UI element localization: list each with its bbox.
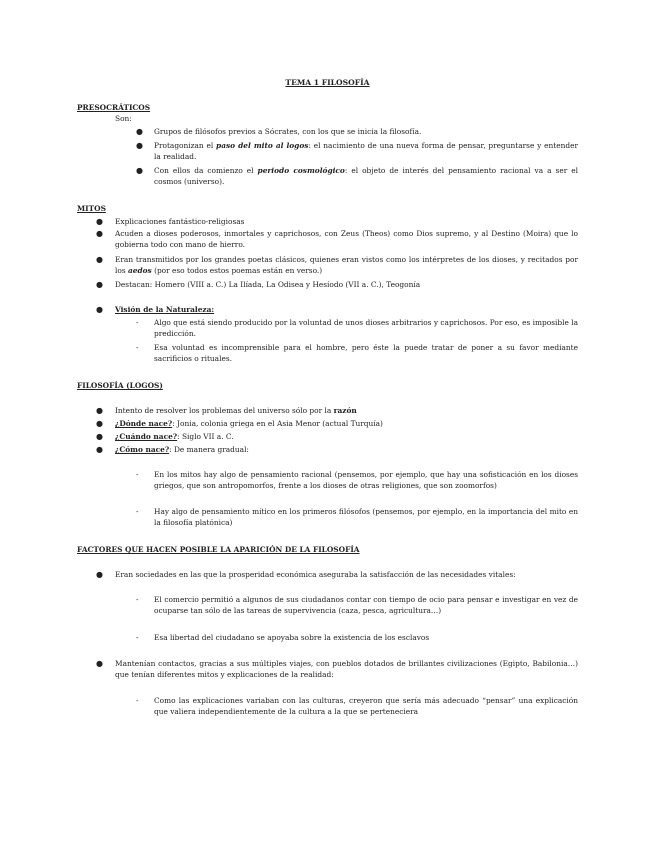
presocraticos-item-3: Con ellos da comienzo el periodo cosmológico: el objeto de interés del pensamiento racional va a ser el cosmos (universo). xyxy=(154,166,578,187)
bullet-icon: ● xyxy=(96,406,103,415)
dash-marker: - xyxy=(136,343,139,352)
bullet-icon: ● xyxy=(96,570,103,579)
filosofia-dash-1: En los mitos hay algo de pensamiento racional (pensemos, por ejemplo, que hay una sofisticación en los dioses griegos, que son antropomorfos, frente a los dioses de otras religiones, que son zoomorfos) xyxy=(154,470,578,491)
factores-dash-1: El comercio permitió a algunos de sus ciudadanos contar con tiempo de ocio para pensar e investigar en vez de ocuparse tan sólo de las tareas de supervivencia (caza, pesca, agricultura…) xyxy=(154,595,578,616)
filosofia-item-1: Intento de resolver los problemas del universo sólo por la razón xyxy=(115,406,357,415)
bullet-icon: ● xyxy=(136,127,143,136)
dash-marker: - xyxy=(136,696,139,705)
factores-item-2: Mantenían contactos, gracias a sus múltiples viajes, con pueblos dotados de brillantes civilizaciones (Egipto, Babilonia…) que tenían diferentes mitos y explicaciones de la realidad: xyxy=(115,659,578,680)
mitos-vision-2: Esa voluntad es incomprensible para el hombre, pero éste la puede tratar de poner a su favor mediante sacrificios o rituales. xyxy=(154,343,578,364)
bullet-icon: ● xyxy=(136,166,143,175)
bullet-icon: ● xyxy=(136,141,143,150)
presocraticos-item-2: Protagonizan el paso del mito al logos: el nacimiento de una nueva forma de pensar, preguntarse y entender la realidad. xyxy=(154,141,578,162)
dash-marker: - xyxy=(136,470,139,479)
bullet-icon: ● xyxy=(96,305,103,314)
filosofia-dash-2: Hay algo de pensamiento mítico en los primeros filósofos (pensemos, por ejemplo, en la importancia del mito en la filosofía platónica) xyxy=(154,507,578,528)
presocraticos-item-1: Grupos de filósofos previos a Sócrates, con los que se inicia la filosofía. xyxy=(154,127,422,136)
bullet-icon: ● xyxy=(96,280,103,289)
filosofia-item-4: ¿Cómo nace?: De manera gradual: xyxy=(115,445,249,454)
bullet-icon: ● xyxy=(96,217,103,226)
bullet-icon: ● xyxy=(96,445,103,454)
dash-marker: - xyxy=(136,633,139,642)
bullet-icon: ● xyxy=(96,659,103,668)
filosofia-item-3: ¿Cuándo nace?: Siglo VII a. C. xyxy=(115,432,234,441)
mitos-item-2: Acuden a dioses poderosos, inmortales y caprichosos, con Zeus (Theos) como Dios supremo, y al Destino (Moira) que lo gobierna todo con mano de hierro. xyxy=(115,229,578,250)
bullet-icon: ● xyxy=(96,432,103,441)
bullet-icon: ● xyxy=(96,419,103,428)
mitos-vision-1: Algo que está siendo producido por la voluntad de unos dioses arbitrarios y caprichosos. Por eso, es imposible la predicción. xyxy=(154,318,578,339)
page-title: TEMA 1 FILOSOFÍA xyxy=(285,78,370,87)
filosofia-item-2: ¿Dónde nace?: Jonia, colonia griega en el Asia Menor (actual Turquía) xyxy=(115,419,383,428)
factores-item-1: Eran sociedades en las que la prosperidad económica aseguraba la satisfacción de las necesidades vitales: xyxy=(115,570,516,579)
dash-marker: - xyxy=(136,318,139,327)
presocraticos-intro: Son: xyxy=(115,114,132,123)
dash-marker: - xyxy=(136,507,139,516)
mitos-vision-heading: Visión de la Naturaleza: xyxy=(115,305,215,314)
mitos-item-4: Destacan: Homero (VIII a. C.) La Ilíada, La Odisea y Hesíodo (VII a. C.), Teogonía xyxy=(115,280,421,289)
heading-filosofia: FILOSOFÍA (LOGOS) xyxy=(77,381,163,390)
heading-presocraticos: PRESOCRÁTICOS xyxy=(77,103,151,112)
bullet-icon: ● xyxy=(96,255,103,264)
bullet-icon: ● xyxy=(96,229,103,238)
heading-factores: FACTORES QUE HACEN POSIBLE LA APARICIÓN DE LA FILOSOFÍA xyxy=(77,545,360,554)
heading-mitos: MITOS xyxy=(77,204,106,213)
dash-marker: - xyxy=(136,595,139,604)
factores-dash-3: Como las explicaciones variaban con las culturas, creyeron que sería más adecuado “pensar” una explicación que valiera independientemente de la cultura a la que se perteneciera xyxy=(154,696,578,717)
mitos-item-1: Explicaciones fantástico-religiosas xyxy=(115,217,245,226)
factores-dash-2: Esa libertad del ciudadano se apoyaba sobre la existencia de los esclavos xyxy=(154,633,430,642)
mitos-item-3: Eran transmitidos por los grandes poetas clásicos, quienes eran vistos como los intérpretes de los dioses, y recitados por los aedos (por eso todos estos poemas están en verso.) xyxy=(115,255,578,276)
